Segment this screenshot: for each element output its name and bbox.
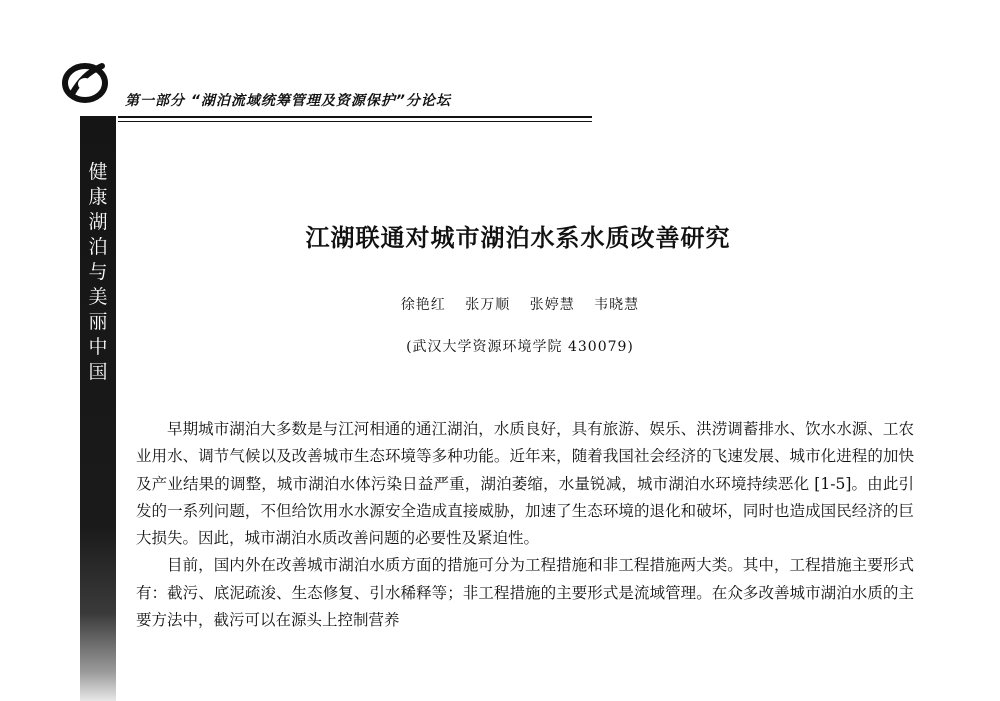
author-affiliation: (武汉大学资源环境学院 430079) [406,339,634,355]
side-bar-char: 美 [88,286,108,308]
author-name: 张万顺 [465,297,511,313]
journal-logo-icon [58,58,116,108]
author-list [0,294,1000,314]
side-bar-char: 湖 [88,211,108,233]
body-text [136,416,914,634]
paper-title: 江湖联通对城市湖泊水系水质改善研究 [305,223,731,252]
author-name: 韦晓慧 [594,297,640,313]
side-bar-char: 中 [88,336,108,358]
author-name: 徐艳红 [400,297,446,313]
paragraph: 早期城市湖泊大多数是与江河相通的通江湖泊，水质良好，具有旅游、娱乐、洪涝调蓄排水、饮水水源、工农业用水、调节气候以及改善城市生态环境等多种功能。近年来，随着我国社会经济的飞速发展、城市化进程的加快及产业结果的调整，城市湖泊水体污染日益严重，湖泊萎缩，水量锐减，城市湖泊水环境持续恶化 [1-5]。由此引发的一系列问题，不但给饮用水水源安全造成直接威胁，加速了生态环境的退化和破坏，同时也造成国民经济的巨大损失。因此，城市湖泊水质改善问题的必要性及紧迫性。 [136,420,914,548]
side-bar-char: 康 [88,186,108,208]
side-bar-char: 泊 [88,236,108,258]
paragraph: 目前，国内外在改善城市湖泊水质方面的措施可分为工程措施和非工程措施两大类。其中，工程措施主要形式有：截污、底泥疏浚、生态修复、引水稀释等；非工程措施的主要形式是流域管理。在众多改善城市湖泊水质的主要方法中，截污可以在源头上控制营养 [136,556,914,630]
header-rule [118,116,592,118]
side-bar-char: 国 [88,361,108,383]
side-bar-char: 丽 [88,311,108,333]
side-bar-char: 健 [88,161,108,183]
author-name: 张婷慧 [529,297,575,313]
header-rule-thin [118,121,592,122]
section-header: 第一部分 “湖泊流域统筹管理及资源保护”分论坛 [125,93,451,109]
side-bar-char: 与 [88,261,108,283]
